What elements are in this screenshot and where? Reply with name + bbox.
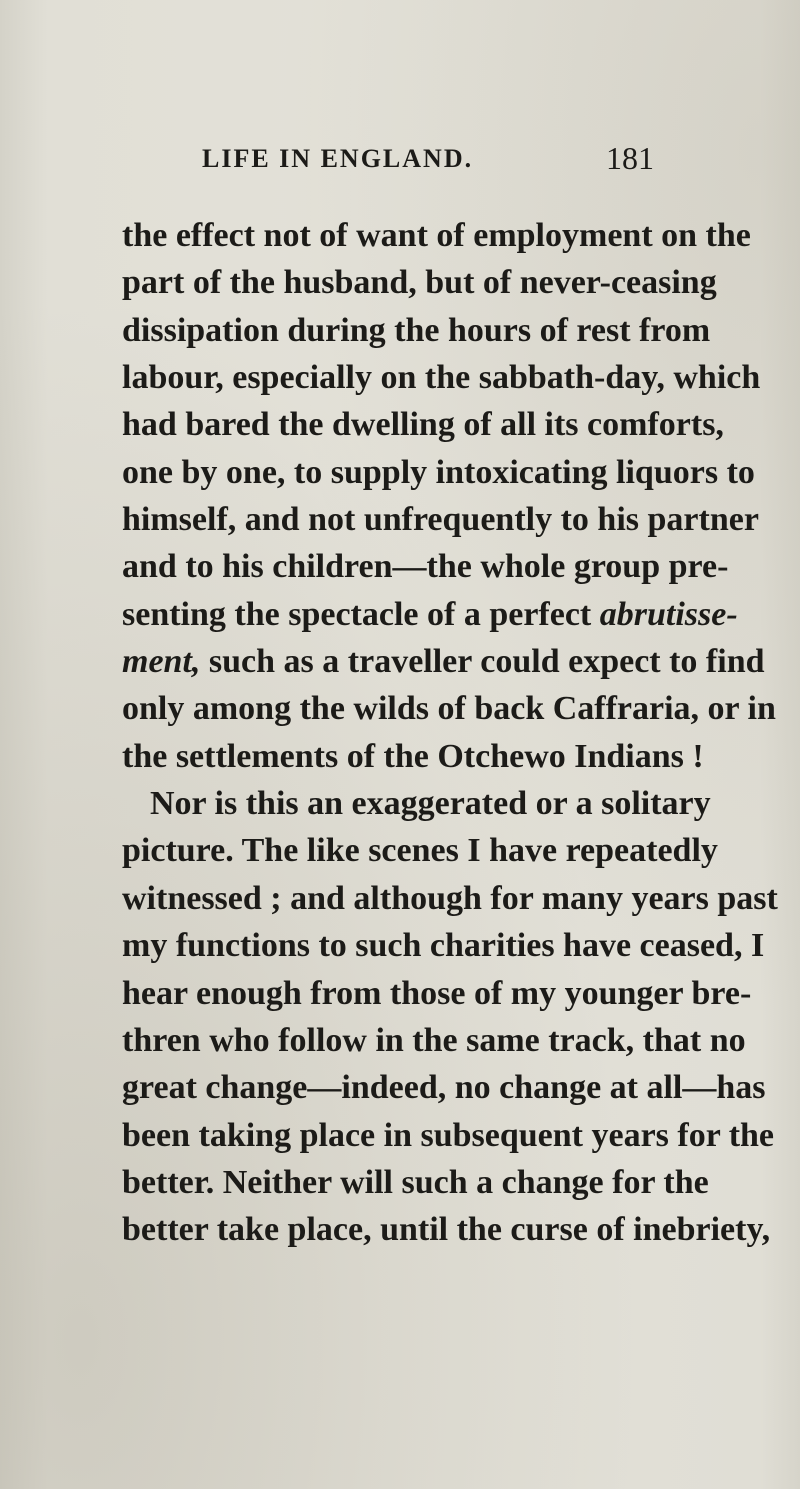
running-head [202,140,654,180]
text-line-17: hear enough from those of my younger bre- [122,974,752,1012]
text-line-4: labour, especially on the sabbath-day, which [122,359,761,397]
text-line-10-roman: such as a traveller could expect to find [200,643,765,681]
text-line-1: the effect not of want of employment on the [122,217,751,254]
text-line-7: himself, and not unfrequently to his partner [122,501,759,539]
text-line-16: my functions to such charities have ceased, I [122,927,765,965]
page-number: 181 [606,140,654,176]
text-line-11: only among the wilds of back Caffraria, or in [122,690,776,728]
body-text [122,212,778,1254]
text-line-8: and to his children—the whole group pre- [122,548,729,586]
running-title: LIFE IN ENGLAND. [202,144,474,173]
text-line-10-italic: ment, [122,643,201,681]
text-line-9-roman: senting the spectacle of a perfect [122,595,600,633]
text-line-13: Nor is this an exaggerated or a solitary [150,785,711,823]
text-line-2: part of the husband, but of never-ceasing [122,264,717,302]
text-line-12: the settlements of the Otchewo Indians ! [122,737,704,775]
text-line-15: witnessed ; and although for many years past [122,879,778,917]
text-line-10 [122,638,765,685]
text-line-9-italic: abrutisse- [599,595,738,633]
text-line-18: thren who follow in the same track, that no [122,1021,746,1059]
text-line-20: been taking place in subsequent years for the [122,1116,775,1154]
text-line-5: had bared the dwelling of all its comforts, [122,406,724,444]
text-line-3: dissipation during the hours of rest from [122,311,711,349]
text-line-19: great change—indeed, no change at all—has [122,1069,766,1107]
text-line-22: better take place, until the curse of inebriety, [122,1211,771,1249]
text-line-14: picture. The like scenes I have repeatedly [122,832,718,870]
text-line-6: one by one, to supply intoxicating liquors to [122,453,755,491]
text-line-21: better. Neither will such a change for the [122,1163,709,1201]
text-line-9 [122,591,738,638]
